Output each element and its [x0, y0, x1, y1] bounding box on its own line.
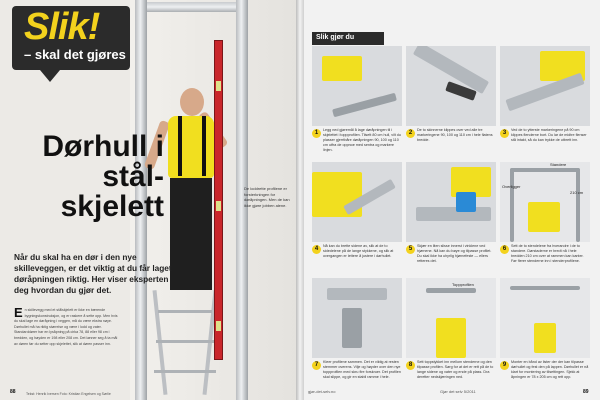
step-text: Kleer profilene sammen. Det er viktig at resten stemmer overens. Vilje og høyder over den nye toppprofilen med skru fire forskruer. Det profilen skal slippe, og gir en stabil ramme i hele. [323, 360, 401, 379]
step-photo [406, 46, 496, 126]
step-photo [500, 162, 590, 242]
section-tab: Slik gjør du [312, 32, 384, 45]
label-overligger: Overligger [502, 184, 521, 189]
footer-magazine: Gjør det selv 5/2011 [440, 389, 476, 394]
step-number: 8 [406, 361, 415, 370]
website-footer: gjør-det-selv.no [308, 389, 336, 394]
top-rail [135, 2, 248, 12]
label-standere: Standere [550, 162, 567, 167]
step-photo [312, 46, 402, 126]
badge-subtitle: – skal det gjøres [24, 47, 126, 62]
step-text: Ved de to ytterste markeringene på 90 cm klippes flenderne bort. Du lar de midtre flenser stå intakt, så du kan trykke de utbrett inn. [511, 128, 587, 142]
step-number: 6 [500, 245, 509, 254]
step-text: Sett toppstykket inn mellom stenderne og den tilpasse profilen. Sørg for at det er rett på de to lange sidene og vater og ende på plass. Dra deretter nedskjæringen ned. [417, 360, 494, 379]
step-photo [500, 278, 590, 358]
page-title: Dørhull i stål-skjelett [42, 130, 164, 223]
step-number: 2 [406, 129, 415, 138]
body-text [14, 305, 119, 347]
step-text: Monter en bånd av lister der der kan tilpasse dørhullet og fest den på lappen. Dørhullet er nå klart for montering av tilsettingen. Sjekk at åpningen er 78 x 205 cm og rett opp. [511, 360, 589, 379]
badge-title: Slik! [24, 6, 100, 48]
step-photo [312, 162, 402, 242]
label-top-profile: Toppprofilen [452, 282, 474, 287]
step-number: 1 [312, 129, 321, 138]
page-spine [296, 0, 304, 400]
step-number: 9 [500, 361, 509, 370]
drop-cap: E [14, 305, 23, 320]
step-number: 7 [312, 361, 321, 370]
step-number: 4 [312, 245, 321, 254]
step-text: Nå kan du brette sidene av, slik at de to sidedelene på de lange stykkene, og slik at overgangen er lettere å justere i dørhullet. [323, 244, 394, 258]
page-number-left: 88 [10, 389, 16, 395]
label-measure: 210 cm [570, 190, 584, 195]
page-number-right: 89 [583, 389, 589, 395]
lead-paragraph: Når du skal ha en dør i den nye skilleveggen, er det viktig at du får laget døråpningen riktig. Her viser eksperten deg hvordan du gjør det. [14, 252, 172, 295]
step-text: Sett de to stendelene fra hverandre i de to standere. Dørstaderne er bredt nå i hele bredden 210 cm over at rammen kan kanter. Før flerer stenderne inn i stenderprofilene. [511, 244, 584, 263]
step-photo [500, 46, 590, 126]
step-text: De to skinnerne klippes over ved alle tre markeringene 90, 100 og 110 cm i hele flatens bredde. [417, 128, 493, 142]
step-photo [406, 278, 496, 358]
step-photo [312, 278, 402, 358]
step-number: 3 [500, 129, 509, 138]
step-text: Skjær en liten slisse innerst i vinklene ved hjørnene. Nå kan du bøye og tilpasse profilet. Du skal ikke ha uhyrlig hjørnefeste — ellers retteres det. [417, 244, 492, 263]
spirit-level [214, 40, 223, 360]
body-paragraph: n skillevegg med et stålskjelett er ikke en bærende bygningskonstruksjon, og er raskere å sette opp. Men hvis du skal lage en døråpning i veggen, må du være ekstra nøye. Dørhullet må ha riktig størrelse og være i lodd og vater. Standarddører har en lysåpning på cirka 78, 88 eller 98 cm i bredden, og høyden er 198 eller 208 cm. Det lønner seg å ta mål av døren før du setter opp skjelettet, slik at døren passer inn. [14, 308, 118, 346]
step-text: Legg ned gjøremål å lage døråpningen til i skjelettet i toppprofilen. Tilsett 80 cm hull, vilt du plasser gjerrtbåre døråpningen 90, 100 og 110 cm utfra de oppnoe med sentra og markere linjen. [323, 128, 401, 152]
step-number: 5 [406, 245, 415, 254]
footer-credit: Tekst: Henrik Iversen Foto: Kristian Engelsen og Sørlie [26, 392, 111, 396]
step-photo [406, 162, 496, 242]
side-caption: De loddrette profilene er forsterkningen for døråpningen. Men de kan ikke gjøre jobben alene. [244, 186, 290, 208]
